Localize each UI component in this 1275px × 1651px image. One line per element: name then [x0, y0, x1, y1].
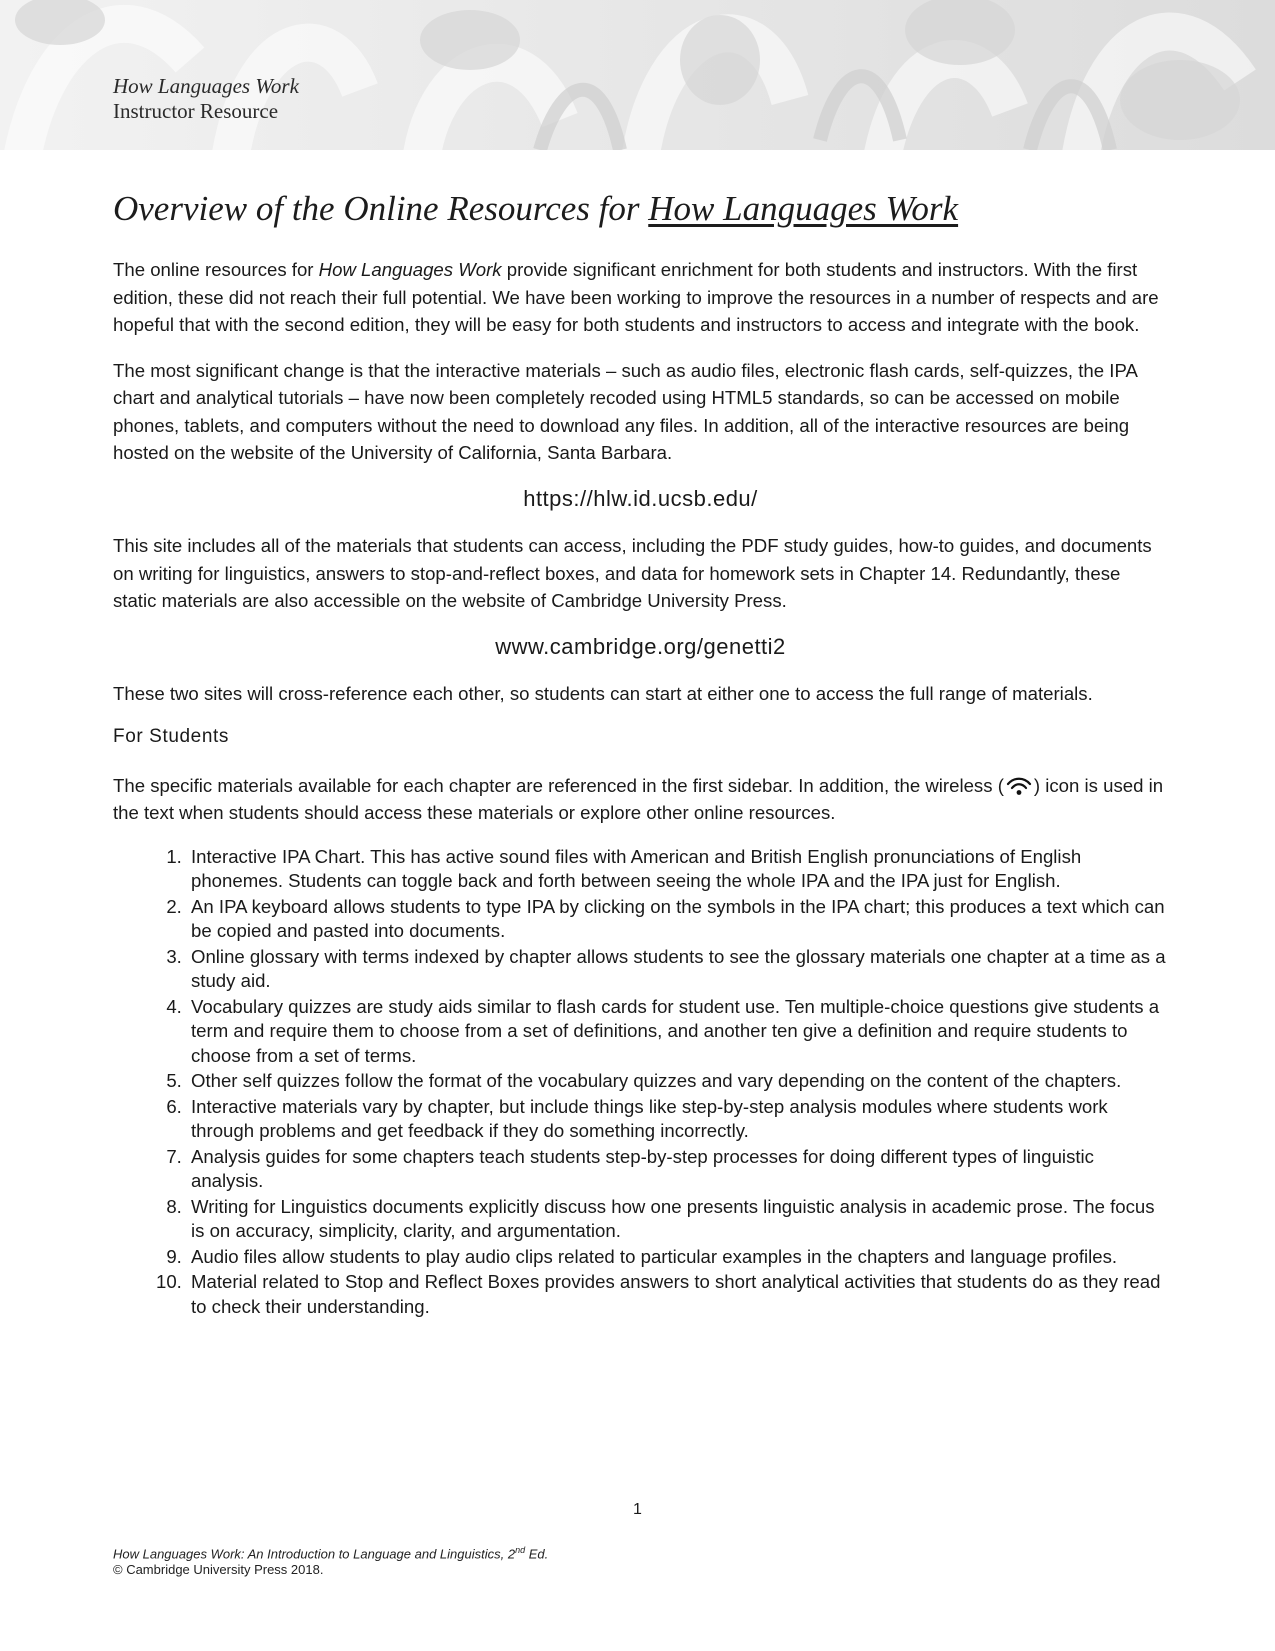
- page-title: [113, 188, 1168, 230]
- title-prefix: Overview of the Online Resources for: [113, 189, 649, 228]
- footer-cite-main: How Languages Work: An Introduction to Language and Linguistics, 2: [113, 1546, 516, 1562]
- section-heading-students: For Students: [113, 725, 229, 747]
- header-subtitle: Instructor Resource: [113, 99, 279, 123]
- list-item: 10. Material related to Stop and Reflect Boxes provides answers to short analytical activities that students do as they read to check their understanding.: [187, 1270, 1168, 1319]
- intro-paragraph-2: The most significant change is that the interactive materials – such as audio files, electronic flash cards, self-quizzes, the IPA chart and analytical tutorials – have now been completely recoded using HTML5 standards, so can be accessed on mobile phones, tablets, and computers without the need to download any files. In addition, all of the interactive resources are being hosted on the website of the University of California, Santa Barbara.: [113, 359, 1137, 463]
- footer-citation: [113, 1542, 548, 1562]
- wifi-icon: [1006, 776, 1032, 798]
- list-item: 1. Interactive IPA Chart. This has active sound files with American and British English pronunciations of English phonemes. Students can toggle back and forth between seeing the whole IPA and the IPA just for English.: [187, 845, 1168, 894]
- cambridge-url-link[interactable]: www.cambridge.org/genetti2: [495, 633, 786, 659]
- title-book-name: How Languages Work: [648, 189, 959, 228]
- list-item: 7. Analysis guides for some chapters teach students step-by-step processes for doing different types of linguistic analysis.: [187, 1145, 1168, 1194]
- intro-p1-after: provide significant enrichment for both students and instructors. With the first edition, these did not reach their full potential. We have been working to improve the resources in a number of respects and are hopeful that with the second edition, they will be easy for both students and instructors to access and integrate with the book.: [113, 259, 1159, 335]
- list-item: 9. Audio files allow students to play audio clips related to particular examples in the chapters and language profiles.: [187, 1245, 1168, 1270]
- intro-p1-book: How Languages Work: [318, 259, 502, 280]
- header-book-title: How Languages Work: [113, 74, 299, 98]
- intro-paragraph-4: These two sites will cross-reference each other, so students can start at either one to access the full range of materials.: [113, 683, 1093, 704]
- resources-list: [113, 845, 1168, 1320]
- footer: [113, 1542, 548, 1578]
- intro-paragraph-1: [113, 256, 1168, 339]
- list-item: 4. Vocabulary quizzes are study aids similar to flash cards for student use. Ten multiple-choice questions give students a term and require them to choose from a set of definitions, and another ten give a definition and require students to choose from a set of terms.: [187, 995, 1168, 1069]
- footer-cite-sup: nd: [515, 1545, 526, 1555]
- intro-paragraph-3: This site includes all of the materials that students can access, including the PDF study guides, how-to guides, and documents on writing for linguistics, answers to stop-and-reflect boxes, and data for homework sets in Chapter 14. Redundantly, these static materials are also accessible on the website of Cambridge University Press.: [113, 535, 1152, 611]
- list-item: 8. Writing for Linguistics documents explicitly discuss how one presents linguistic analysis in academic prose. The focus is on accuracy, simplicity, clarity, and argumentation.: [187, 1195, 1168, 1244]
- students-paragraph: [113, 772, 1168, 827]
- list-item: 6. Interactive materials vary by chapter, but include things like step-by-step analysis modules where students work through problems and get feedback if they do something incorrectly.: [187, 1095, 1168, 1144]
- footer-cite-end: Ed.: [525, 1546, 549, 1562]
- intro-p1-before: The online resources for: [113, 259, 319, 280]
- ucsb-url-link[interactable]: https://hlw.id.ucsb.edu/: [523, 485, 758, 511]
- page-number: 1: [633, 1501, 642, 1518]
- students-p-after: ) icon is used in the text when students should access these materials or explore other online resources.: [113, 774, 1164, 823]
- header-banner: [0, 0, 1275, 150]
- main-content: [113, 188, 1168, 1320]
- footer-copyright: © Cambridge University Press 2018.: [113, 1562, 324, 1578]
- list-item: 3. Online glossary with terms indexed by chapter allows students to see the glossary materials one chapter at a time as a study aid.: [187, 945, 1168, 994]
- students-p-before: The specific materials available for each chapter are referenced in the first sidebar. In addition, the wireless (: [113, 774, 1004, 796]
- header-title-block: [113, 74, 299, 124]
- list-item: 5. Other self quizzes follow the format of the vocabulary quizzes and vary depending on the content of the chapters.: [187, 1069, 1168, 1094]
- list-item: 2. An IPA keyboard allows students to type IPA by clicking on the symbols in the IPA chart; this produces a text which can be copied and pasted into documents.: [187, 895, 1168, 944]
